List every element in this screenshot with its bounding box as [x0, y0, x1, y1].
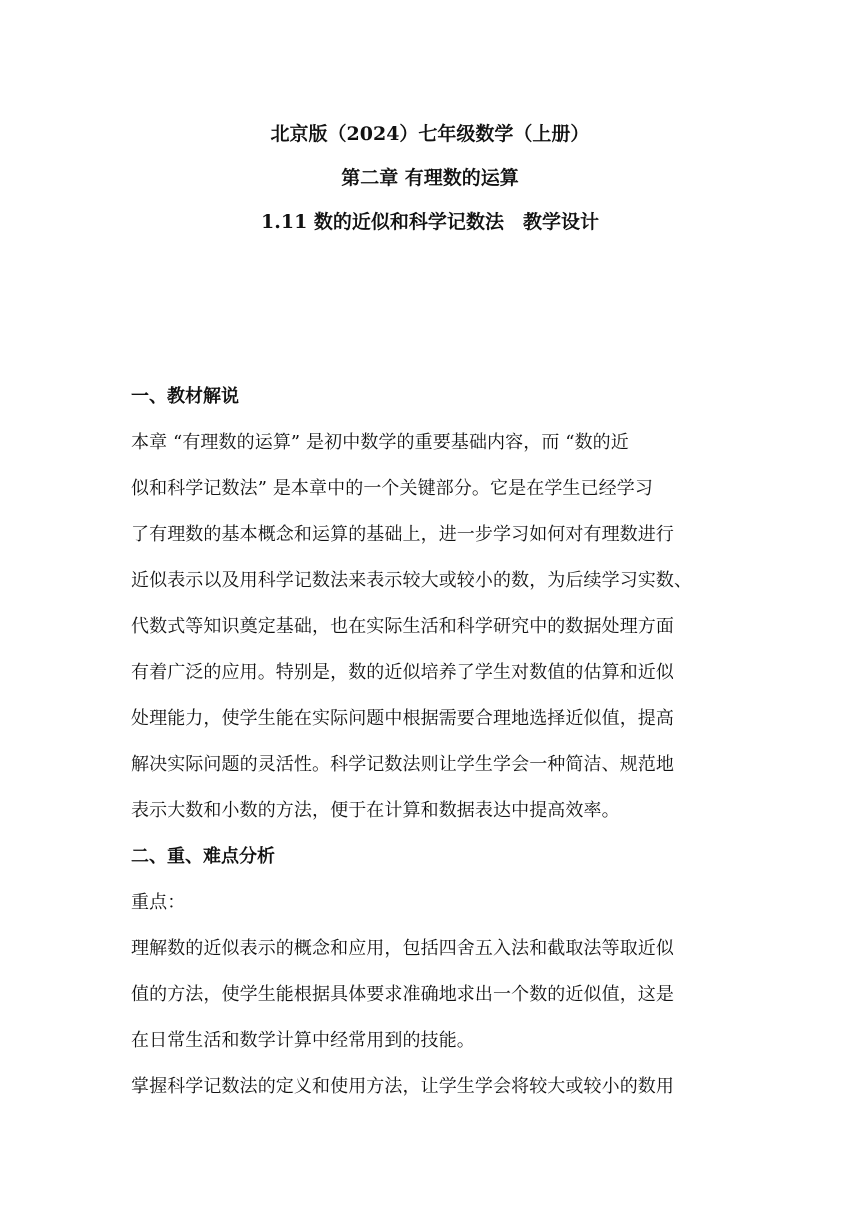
key-points-label-block [131, 880, 731, 926]
document-title-block [0, 112, 860, 244]
lesson-title: 1.11 数的近似和科学记数法 教学设计 [261, 211, 599, 233]
paragraph-line: 代数式等知识奠定基础，也在实际生活和科学研究中的数据处理方面 [131, 616, 674, 637]
paragraph-line: 在日常生活和数学计算中经常用到的技能。 [131, 1030, 475, 1051]
paragraph-line: 本章 “有理数的运算” 是初中数学的重要基础内容，而 “数的近 [131, 432, 629, 453]
paragraph-textbook-analysis [131, 420, 731, 834]
paragraph-line: 有着广泛的应用。特别是，数的近似培养了学生对数值的估算和近似 [131, 662, 674, 683]
paragraph-line: 解决实际问题的灵活性。科学记数法则让学生学会一种简洁、规范地 [131, 754, 674, 775]
book-title: 北京版（2024）七年级数学（上册） [270, 123, 590, 145]
section-heading-textbook-analysis: 一、教材解说 [131, 386, 239, 407]
document-body [131, 374, 731, 1110]
paragraph-line: 掌握科学记数法的定义和使用方法，让学生学会将较大或较小的数用 [131, 1076, 674, 1097]
paragraph-line: 值的方法，使学生能根据具体要求准确地求出一个数的近似值，这是 [131, 984, 674, 1005]
key-points-label: 重点： [131, 892, 186, 913]
paragraph-line: 似和科学记数法” 是本章中的一个关键部分。它是在学生已经学习 [131, 478, 653, 499]
section-heading-key-difficult-points: 二、重、难点分析 [131, 846, 275, 867]
paragraph-line: 理解数的近似表示的概念和应用，包括四舍五入法和截取法等取近似 [131, 938, 674, 959]
paragraph-key-point-approximation [131, 926, 731, 1064]
paragraph-key-point-scientific-notation [131, 1064, 731, 1110]
paragraph-line: 了有理数的基本概念和运算的基础上，进一步学习如何对有理数进行 [131, 524, 674, 545]
chapter-title: 第二章 有理数的运算 [341, 167, 519, 189]
paragraph-line: 表示大数和小数的方法，便于在计算和数据表达中提高效率。 [131, 800, 620, 821]
paragraph-line: 处理能力，使学生能在实际问题中根据需要合理地选择近似值，提高 [131, 708, 674, 729]
paragraph-line: 近似表示以及用科学记数法来表示较大或较小的数，为后续学习实数、 [131, 570, 693, 591]
